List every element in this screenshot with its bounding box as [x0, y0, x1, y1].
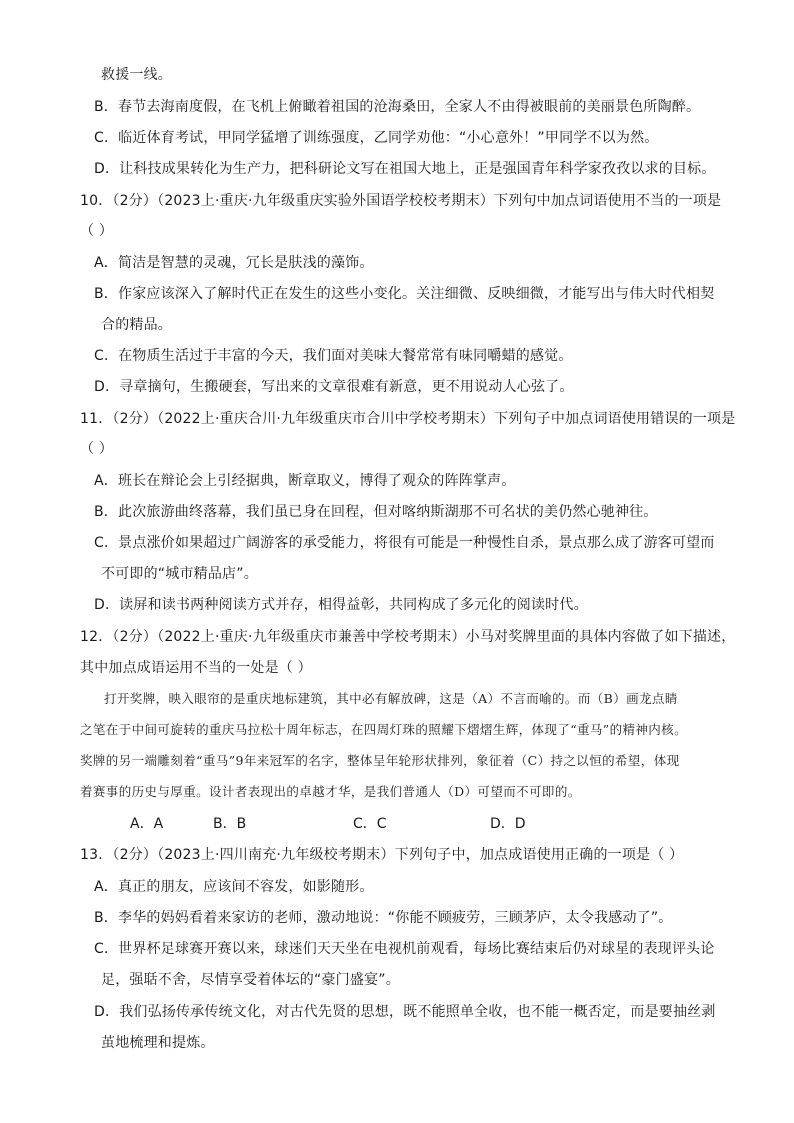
q13-option-d-continuation: 茧地梳理和提炼。 [101, 1035, 215, 1051]
q9-option-b: B．春节去海南度假，在飞机上俯瞰着祖国的沧海桑田，全家人不由得被眼前的美丽景色所陶醉。 [94, 99, 701, 115]
q12-stem: 12．（2分）（2022上·重庆·九年级重庆市兼善中学校考期末）小马对奖牌里面的具体内容做了如下描述， [80, 629, 736, 645]
q11-answer-blank: （ ） [80, 441, 114, 457]
q12-choice-d: D．D [490, 816, 526, 832]
q11-stem: 11．（2分）（2022上·重庆合川·九年级重庆市合川中学校考期末）下列句子中加点词语使用错误的一项是 [80, 411, 736, 427]
q13-option-d: D．我们弘扬传承传统文化，对古代先贤的思想，既不能照单全收，也不能一概否定，而是要抽丝剥 [94, 1004, 716, 1020]
q11-option-a: A．班长在辩论会上引经据典，断章取义，博得了观众的阵阵掌声。 [94, 473, 516, 489]
q12-choice-a: A．A [130, 816, 164, 832]
q10-option-c: C．在物质生活过于丰富的今天，我们面对美味大餐常常有味同嚼蜡的感觉。 [94, 348, 573, 364]
q12-passage-line: 之笔在于中间可旋转的重庆马拉松十周年标志，在四周灯珠的照耀下熠熠生辉，体现了“重马”的精神内核。 [80, 722, 687, 737]
q10-answer-blank: （ ） [80, 223, 114, 239]
q12-passage-line: 着赛事的历史与厚重。设计者表现出的卓越才华，是我们普通人（D）可望而不可即的。 [80, 784, 581, 799]
q12-passage-line: 奖牌的另一端雕刻着“重马”9年来冠军的名字，整体呈年轮形状排列，象征着（C）持之以恒的希望，体现 [80, 753, 680, 768]
q9-option-d: D．让科技成果转化为生产力，把科研论文写在祖国大地上，正是强国青年科学家孜孜以求的目标。 [94, 161, 716, 177]
q10-option-b: B．作家应该深入了解时代正在发生的这些小变化。关注细微、反映细微，才能写出与伟大时代相契 [94, 286, 715, 302]
q10-stem: 10．（2分）（2023上·重庆·九年级重庆实验外国语学校校考期末）下列句中加点词语使用不当的一项是 [80, 193, 722, 209]
q11-option-c: C．景点涨价如果超过广阔游客的承受能力，将很有可能是一种慢性自杀，景点那么成了游客可望而 [94, 535, 715, 551]
q10-option-b-continuation: 合的精品。 [101, 317, 172, 333]
q13-stem: 13．（2分）（2023上·四川南充·九年级校考期末）下列句子中，加点成语使用正确的一项是（ ） [80, 847, 684, 863]
q13-option-b: B．李华的妈妈看着来家访的老师，激动地说：“你能不顾疲劳，三顾茅庐，太令我感动了”。 [94, 910, 673, 926]
q11-option-c-continuation: 不可即的“城市精品店”。 [101, 566, 258, 582]
q13-option-c-continuation: 足，强聒不舍，尽情享受着体坛的“豪门盛宴”。 [101, 972, 400, 988]
q13-option-a: A．真正的朋友，应该间不容发，如影随形。 [94, 879, 374, 895]
q11-option-b: B．此次旅游曲终落幕，我们虽已身在回程，但对喀纳斯湖那不可名状的美仍然心驰神往。 [94, 504, 658, 520]
q12-choice-c: C．C [353, 816, 387, 832]
q9-option-c: C．临近体育考试，甲同学猛增了训练强度，乙同学劝他：“小心意外！”甲同学不以为然。 [94, 130, 659, 146]
q11-option-d: D．读屏和读书两种阅读方式并存，相得益彰，共同构成了多元化的阅读时代。 [94, 597, 588, 613]
q12-stem-continuation: 其中加点成语运用不当的一处是（ ） [80, 660, 312, 676]
q13-option-c: C．世界杯足球赛开赛以来，球迷们天天坐在电视机前观看，每场比赛结束后仍对球星的表现评头论 [94, 941, 715, 957]
q12-passage-line: 打开奖牌，映入眼帘的是重庆地标建筑，其中必有解放碑，这是（A）不言而喻的。而（B）画龙点睛 [104, 691, 678, 706]
q9-option-a-continuation: 救援一线。 [101, 67, 172, 83]
q12-choice-b: B．B [213, 816, 247, 832]
q10-option-a: A．简洁是智慧的灵魂，冗长是肤浅的藻饰。 [94, 255, 374, 271]
q10-option-d: D．寻章摘句，生搬硬套，写出来的文章很难有新意，更不用说动人心弦了。 [94, 379, 574, 395]
